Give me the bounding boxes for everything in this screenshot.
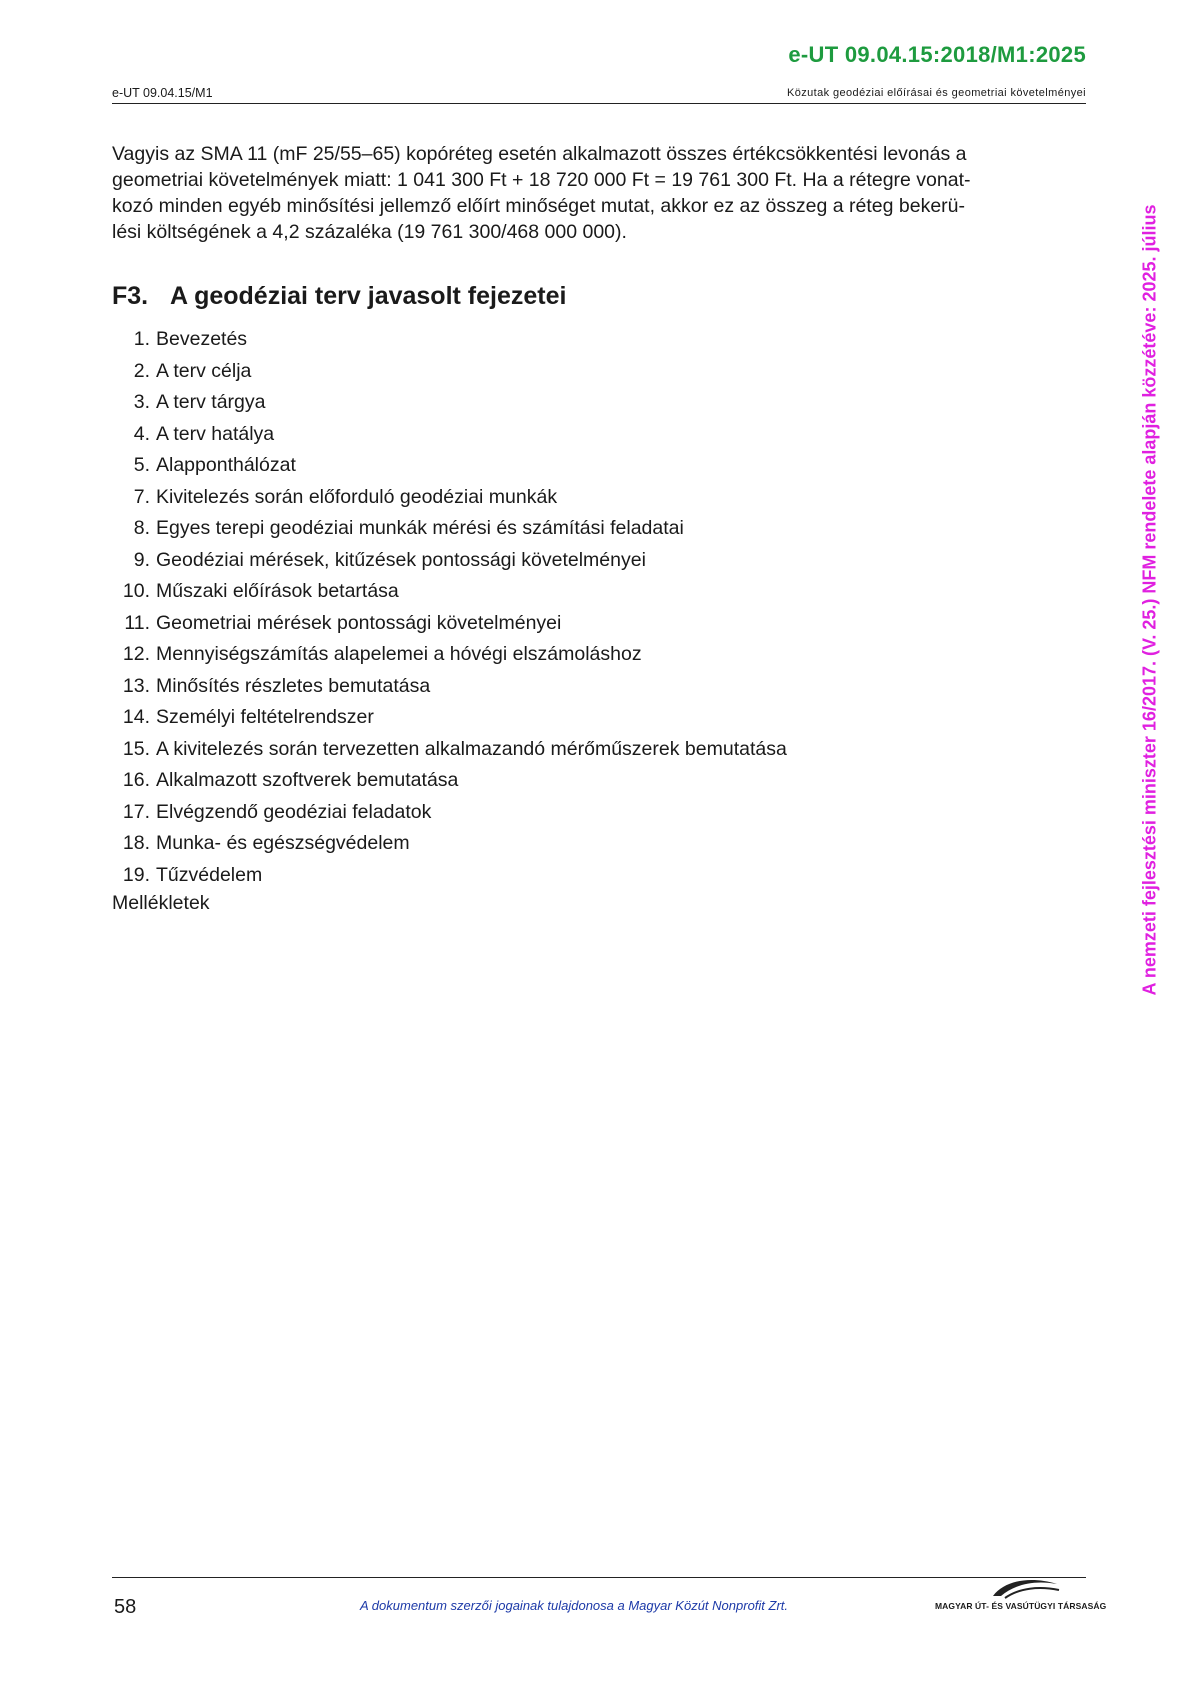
item-label: A terv célja [156,359,252,382]
item-number: 9. [133,548,150,571]
item-label: Tűzvédelem [156,863,263,886]
item-number: 17. [122,800,150,823]
running-header-right: Közutak geodéziai előírásai és geometriai követelményei [787,87,1086,99]
side-publication-note: A nemzeti fejlesztési miniszter 16/2017. (V. 25.) NFM rendelete alapján közzétéve: 2025. július [1139,204,1160,996]
section-title: A geodéziai terv javasolt fejezetei [170,282,567,310]
annex-label: Mellékletek [112,892,210,914]
item-label: Minősítés részletes bemutatása [156,674,431,697]
item-label: Elvégzendő geodéziai feladatok [156,800,432,823]
list-item [112,545,787,577]
item-number: 7. [133,485,150,508]
item-label: Geometriai mérések pontossági követelményei [156,611,562,634]
list-item [112,702,787,734]
item-number: 4. [133,422,150,445]
item-number: 2. [133,359,150,382]
intro-line: lési költségének a 4,2 százaléka (19 761 300/468 000 000). [112,221,627,243]
list-item [112,576,787,608]
item-label: A kivitelezés során tervezetten alkalmazandó mérőműszerek bemutatása [156,737,787,760]
list-item [112,734,787,766]
item-number: 13. [122,674,150,697]
list-item [112,828,787,860]
item-number: 19. [122,863,150,886]
item-number: 15. [122,737,150,760]
list-item [112,513,787,545]
running-header-left: e-UT 09.04.15/M1 [112,86,213,100]
item-label: Mennyiségszámítás alapelemei a hóvégi elszámoláshoz [156,643,642,665]
list-item [112,482,787,514]
item-label: A terv tárgya [156,391,266,413]
section-number: F3. [112,282,149,310]
intro-paragraph [112,141,1086,245]
item-number: 1. [133,328,150,350]
item-number: 8. [133,517,150,539]
intro-line: Vagyis az SMA 11 (mF 25/55–65) kopóréteg esetén alkalmazott összes értékcsökkentési levonás a [112,143,967,165]
item-number: 3. [133,391,150,413]
item-label: A terv hatálya [156,422,275,445]
list-item [112,324,787,356]
intro-line: kozó minden egyéb minősítési jellemző előírt minőséget mutat, akkor ez az összeg a réteg bekerü- [112,195,966,217]
logo-swoosh-icon [935,1576,1087,1604]
item-number: 16. [122,769,150,791]
company-logo [935,1576,1107,1618]
list-item [112,639,787,671]
list-item [112,387,787,419]
page-number: 58 [114,1596,137,1618]
logo-text: MAGYAR ÚT- ÉS VASÚTÜGYI TÁRSASÁG [935,1601,1107,1611]
section-heading [112,282,566,311]
intro-line: geometriai követelmények miatt: 1 041 300 Ft + 18 720 000 Ft = 19 761 300 Ft. Ha a rétegre vonat- [112,169,971,191]
list-item [112,608,787,640]
item-number: 11. [124,611,150,634]
item-number: 14. [122,706,150,728]
list-item [112,356,787,388]
item-label: Egyes terepi geodéziai munkák mérési és számítási feladatai [156,517,684,539]
item-label: Alapponthálózat [156,454,296,476]
header-divider [112,103,1086,104]
item-label: Bevezetés [156,328,248,350]
item-label: Személyi feltételrendszer [156,706,374,728]
list-item [112,419,787,451]
item-number: 12. [122,643,150,665]
item-label: Munka- és egészségvédelem [156,832,410,854]
chapter-list [112,324,787,891]
item-label: Alkalmazott szoftverek bemutatása [156,769,459,791]
footer-copyright: A dokumentum szerzői jogainak tulajdonosa a Magyar Közút Nonprofit Zrt. [360,1598,789,1613]
item-number: 18. [122,832,150,854]
document-code: e-UT 09.04.15:2018/M1:2025 [788,42,1086,67]
list-item [112,797,787,829]
list-item [112,860,787,892]
item-number: 10. [122,580,150,602]
item-label: Műszaki előírások betartása [156,580,399,602]
item-label: Geodéziai mérések, kitűzések pontossági követelményei [156,548,646,571]
list-item [112,450,787,482]
item-number: 5. [133,454,150,476]
list-item [112,765,787,797]
list-item [112,671,787,703]
item-label: Kivitelezés során előforduló geodéziai munkák [156,485,558,508]
